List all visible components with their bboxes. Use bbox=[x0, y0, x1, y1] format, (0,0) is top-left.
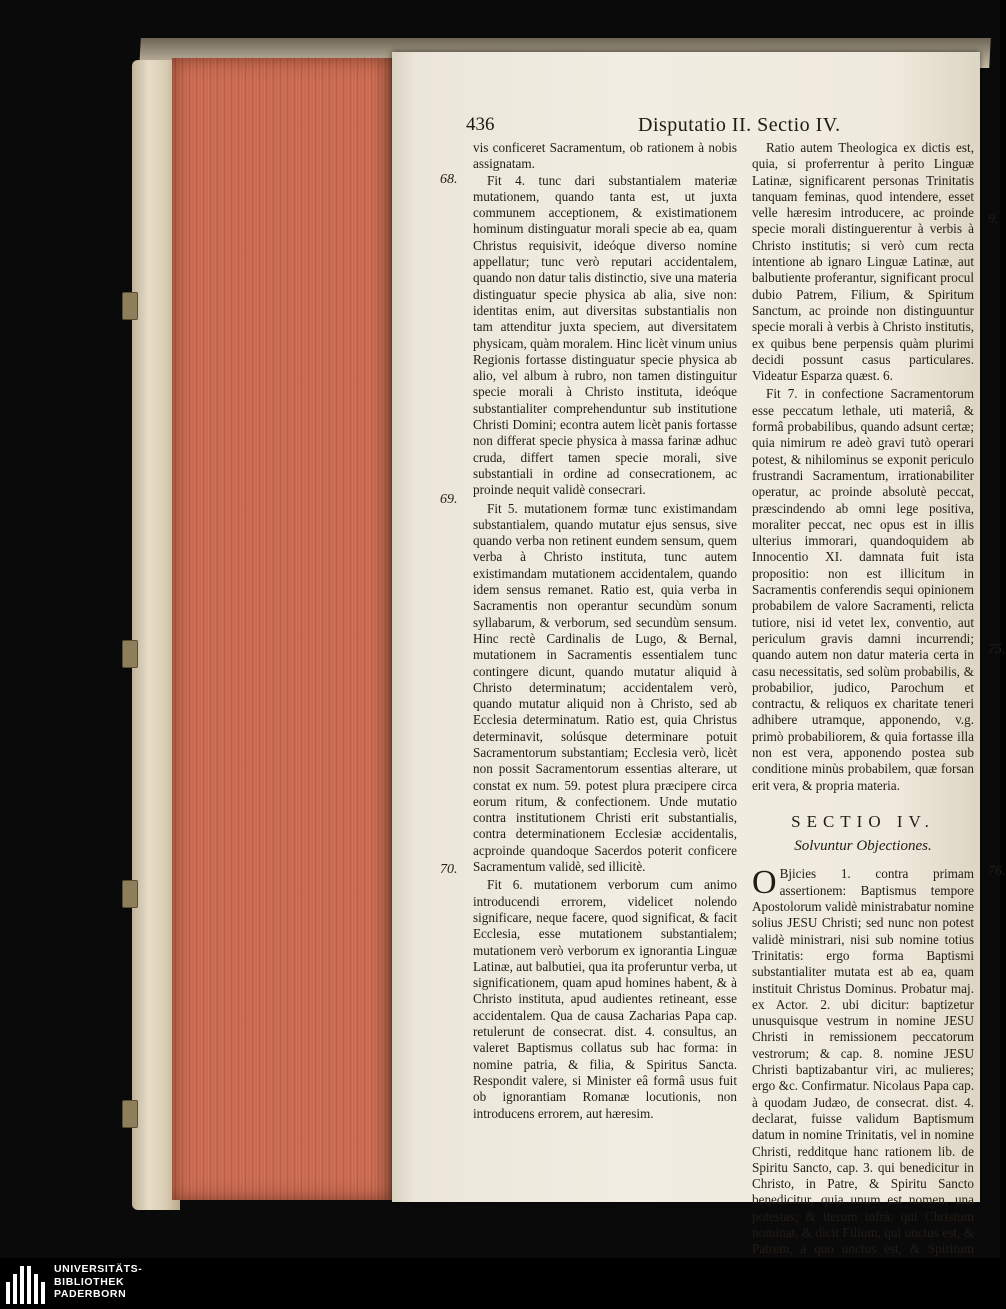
hinge-clasp-icon bbox=[122, 640, 138, 668]
right-text-column bbox=[752, 140, 974, 1290]
running-head: Disputatio II. Sectio IV. bbox=[638, 114, 841, 136]
library-logo-icon bbox=[6, 1264, 46, 1304]
library-name-line: PADERBORN bbox=[54, 1288, 127, 1300]
left-text-column bbox=[473, 140, 737, 1122]
margin-number: 68. bbox=[440, 172, 458, 187]
paragraph-fit-7: Fit 7. in confectione Sacramentorum esse peccatum lethale, uti materiâ, & formâ probabilibus, quando adsunt certæ; quia nimirum re adeò gravi tutò operari potest, & nihilominus se exponit periculo frustrandi Sacramentum, irrationabiliter operatur, ac proinde absolutè peccat, præscindendo ab omni lege positiva, moraliter peccat, nec opus est in illis ulterius immorari, quandoquidem ab Innocentio XI. damnata fuit ista propositio: non est illicitum in Sacramentis conferendis sequi opinionem probabilem de valore Sacramenti, relicta tutiore, nisi id vetet lex, conventio, aut periculum gravis damni incurrendi; quando autem non datur materia certa in casu necessitatis, sed solùm probabilis, & probabilior, judico, Parochum et contractu, & reliquos ex charitate teneri adhibere utramque, apponendo, v.g. primò probabiliorem, & quia fortasse illa non est vera, apponendo postea sub conditione minùs probabilem, quæ forsan erit vera, & propria materia. bbox=[752, 386, 974, 793]
paragraph-70: Fit 6. mutationem verborum cum animo introducendi errorem, videlicet nolendo significare, neque facere, quod significat, & facit Ecclesia, esse mutationem substantialem; mutationem verò verborum ex ignorantia Linguæ Latinæ, aut balbutiei, qua ita proferuntur verba, ut significationem, quam apud homines habent, & à Christo instituta, apud audientes retineant, esse accidentalem. Qua de causa Zacharias Papa cap. retulerunt de consecrat. dist. 4. consultus, an valeret Baptismus collatus sub hac forma: in nomine patria, & filia, & Spiritus Sancta. Respondit valere, si Minister eâ formâ usus fuit ob ignorantiam Romanæ locutionis, non introducens errorem, aut hæresim. bbox=[473, 877, 737, 1121]
paragraph-68: Fit 4. tunc dari substantialem materiæ mutationem, quando tanta est, ut juxta communem acceptionem, & existimationem hominum distinguatur morali specie ab ea, quam Christus requisivit, ideóque diverso nomine appellatur; tunc verò reputari accidentalem, quando non datur talis distinctio, sive una materia distinguatur specie physica ab alia, sive non: identitas enim, aut diversitas substantialis non tam attenditur juxta speciem, aut diversitatem physicam, quàm moralem. Hinc licèt vinum unius Regionis fortasse distinguatur specie physica ab alio, vel album à rubro, non tamen distinguitur specie morali à Christo instituta, ideóque substantialiter comprehenduntur sub institutione Christi Domini; econtra autem licèt panis fortasse non differat specie physica à massa farinæ adhuc cruda, differt tamen specie morali, sive substantiali in ordine ad consecrationem, ac proinde nequit validè consecrari. bbox=[473, 172, 737, 498]
margin-number: 70. bbox=[440, 862, 458, 877]
hinge-clasp-icon bbox=[122, 292, 138, 320]
page-block-edge bbox=[172, 58, 394, 1200]
section-heading: SECTIO IV. bbox=[791, 811, 935, 831]
hinge-clasp-icon bbox=[122, 880, 138, 908]
library-name-line: UNIVERSITÄTS- bbox=[54, 1263, 143, 1275]
paragraph-69: Fit 5. mutationem formæ tunc existimandam substantialem, quando mutatur ejus sensus, sive quando verba non retinent eundem sensum, quem verba à Christo instituta, tunc autem existimandam mutationem accidentalem, quando idem sensus remanet. Ratio est, quia verba in Sacramentis non operantur secundùm sonum syllabarum, & verborum, sed secundùm sensum. Hinc rectè Cardinalis de Lugo, & Bernal, mutationem in Sacramentis essentialem tunc contingere dicunt, quando mutatur aliquid à Christo determinatum; accidentalem verò, quando mutatur aliquid non à Christo, sed ab Ecclesia determinatum. Ratio est, quia Christus determinavit, solúsque determinare potuit Sacramentorum substantiam; Ecclesia verò, licèt non possit Sacramentorum essentias alterare, ut constat ex num. 59. potest plura præcipere circa eorum ritum, & confectionem. Unde mutatio contra institutionem Christi erit substantialis, contra determinationem Ecclesiæ accidentalis, acproinde quandoque Sacerdos poterit conficere Sacramentum validè, sed illicitè. bbox=[473, 500, 737, 875]
library-name-line: BIBLIOTHEK bbox=[54, 1275, 125, 1288]
margin-number: 69. bbox=[440, 492, 458, 507]
library-name bbox=[54, 1263, 142, 1301]
library-footer bbox=[0, 1258, 1000, 1309]
paragraph-objection bbox=[752, 866, 974, 1290]
margin-number: 9. bbox=[988, 212, 999, 227]
paragraph-ratio: Ratio autem Theologica ex dictis est, quia, si proferrentur à perito Linguæ Latinæ, significarent personas Trinitatis tanquam feminas, quod intendere, esset velle hæresim introducere, ac proinde specie morali distinguerentur à verbis à Christo institutis; si verò cum recta intentione ab ignaro Linguæ Latinæ, aut balbutiente proferantur, significant procul dubio Patrem, Filium, & Spiritum Sanctum, ac proinde non distinguuntur specie morali à verbis à Christo institutis, ex quibus bene perpensis quàm plurimi decidi possunt casus particulares. Videatur Esparza quæst. 6. bbox=[752, 140, 974, 384]
objection-text: Bjicies 1. contra primam assertionem: Baptismus tempore Apostolorum validè ministrabatur nomine solius JESU Christi; sed nunc non potest validè ministrari, nisi sub nomine totius Trinitatis: ergo forma Baptismi substantialiter mutata est ab ea, quam instituit Christus Dominus. Probatur maj. ex Actor. 2. ubi dicitur: baptizetur unusquisque vestrum in nomine JESU Christi in remissionem peccatorum vestrorum; & cap. 8. nomine JESU Christi baptizabantur viri, ac mulieres; ergo &c. Confirmatur. Nicolaus Papa cap. à quodam Judæo, de consecrat. dist. 4. declarat, fuisse validum Baptismum datum in nomine Trinitatis, vel in nomine Christi, redditque hanc rationem lib. de Spiritu Sancto, cap. 3. qui benedicitur in Christo, in Patre, & Spiritu Sancto benedicitur, quia unum est nomen, una potestas; & iterum infrà: qui Christum nominat, & dicit Filium, qui unctus est, & Patrem, à quo unctus est, & Spiritum bbox=[752, 866, 974, 1257]
margin-number: 76. bbox=[988, 864, 1006, 879]
margin-number: 75. bbox=[988, 642, 1006, 657]
hinge-clasp-icon bbox=[122, 1100, 138, 1128]
section-subtitle: Solvuntur Objectiones. bbox=[794, 838, 932, 855]
page-number: 436 bbox=[466, 114, 495, 135]
page-header bbox=[466, 114, 986, 140]
drop-cap: O bbox=[752, 864, 777, 902]
opening-line: vis conficeret Sacramentum, ob rationem à nobis assignatam. bbox=[473, 140, 737, 172]
